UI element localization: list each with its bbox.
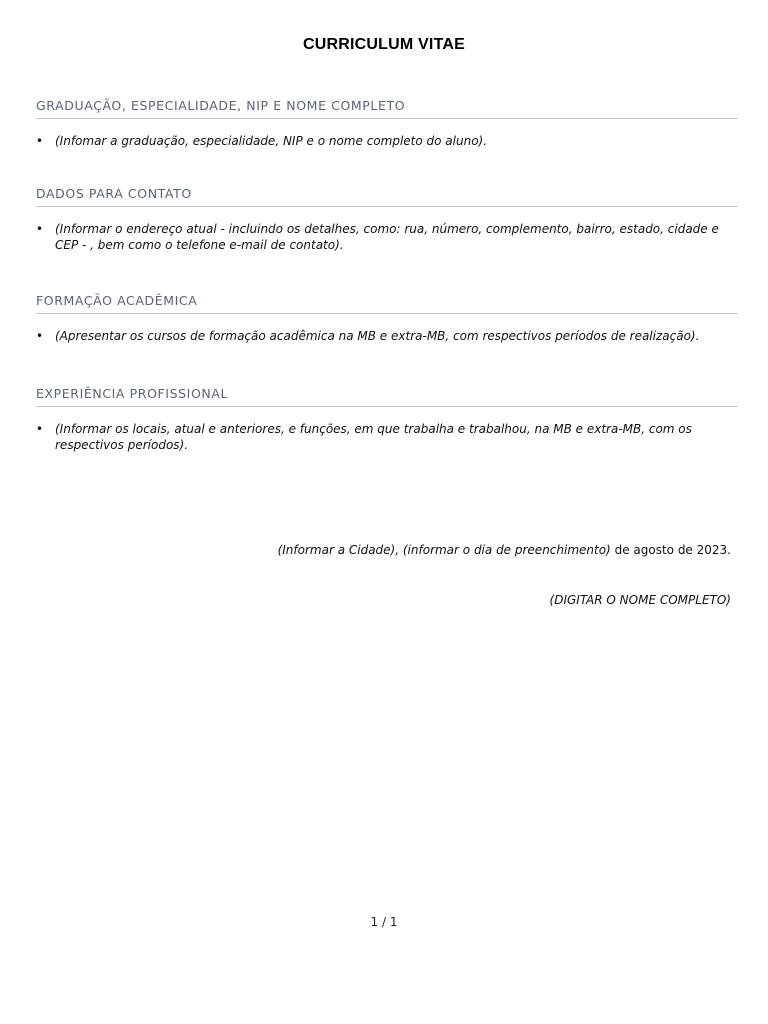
section-experiencia (36, 386, 738, 453)
section-contato (36, 186, 738, 253)
place-date-line (278, 542, 731, 558)
bullet-list (36, 421, 738, 453)
section-formacao (36, 293, 738, 344)
list-item-text: (Infomar a graduação, especialidade, NIP e o nome completo do aluno). (55, 134, 488, 148)
bullet-list (36, 133, 738, 149)
list-item-text: (Informar o endereço atual - incluindo os detalhes, como: rua, número, complemento, bairro, estado, cidade e CEP - , bem como o telefone e-mail de contato). (55, 222, 719, 252)
bullet-icon: • (36, 329, 44, 343)
bullet-list (36, 221, 738, 253)
list-item (36, 221, 738, 253)
section-graduacao (36, 98, 738, 149)
list-item (36, 328, 738, 344)
day-placeholder: (informar o dia de preenchimento) (402, 543, 611, 557)
list-item (36, 133, 738, 149)
bullet-icon: • (36, 134, 44, 148)
list-item (36, 421, 738, 453)
list-item-text: (Informar os locais, atual e anteriores, e funções, em que trabalha e trabalhou, na MB e extra-MB, com os respectivos períodos). (55, 422, 692, 452)
bullet-list (36, 328, 738, 344)
section-heading: DADOS PARA CONTATO (36, 186, 192, 201)
date-suffix: de agosto de 2023. (614, 543, 731, 557)
bullet-icon: • (36, 222, 44, 236)
section-heading: GRADUAÇÃO, ESPECIALIDADE, NIP E NOME COMPLETO (36, 98, 406, 113)
section-heading: FORMAÇÃO ACADÊMICA (36, 293, 198, 308)
section-divider (36, 406, 738, 407)
section-heading: EXPERIÊNCIA PROFISSIONAL (36, 386, 229, 401)
bullet-icon: • (36, 422, 44, 436)
section-divider (36, 206, 738, 207)
document-title: CURRICULUM VITAE (302, 36, 465, 53)
city-placeholder: (Informar a Cidade), (277, 543, 400, 557)
section-divider (36, 118, 738, 119)
page-number: 1 / 1 (370, 915, 398, 929)
list-item-text: (Apresentar os cursos de formação acadêmica na MB e extra-MB, com respectivos períodos de realização). (55, 329, 700, 343)
full-name-placeholder: (DIGITAR O NOME COMPLETO) (549, 593, 731, 607)
section-divider (36, 313, 738, 314)
